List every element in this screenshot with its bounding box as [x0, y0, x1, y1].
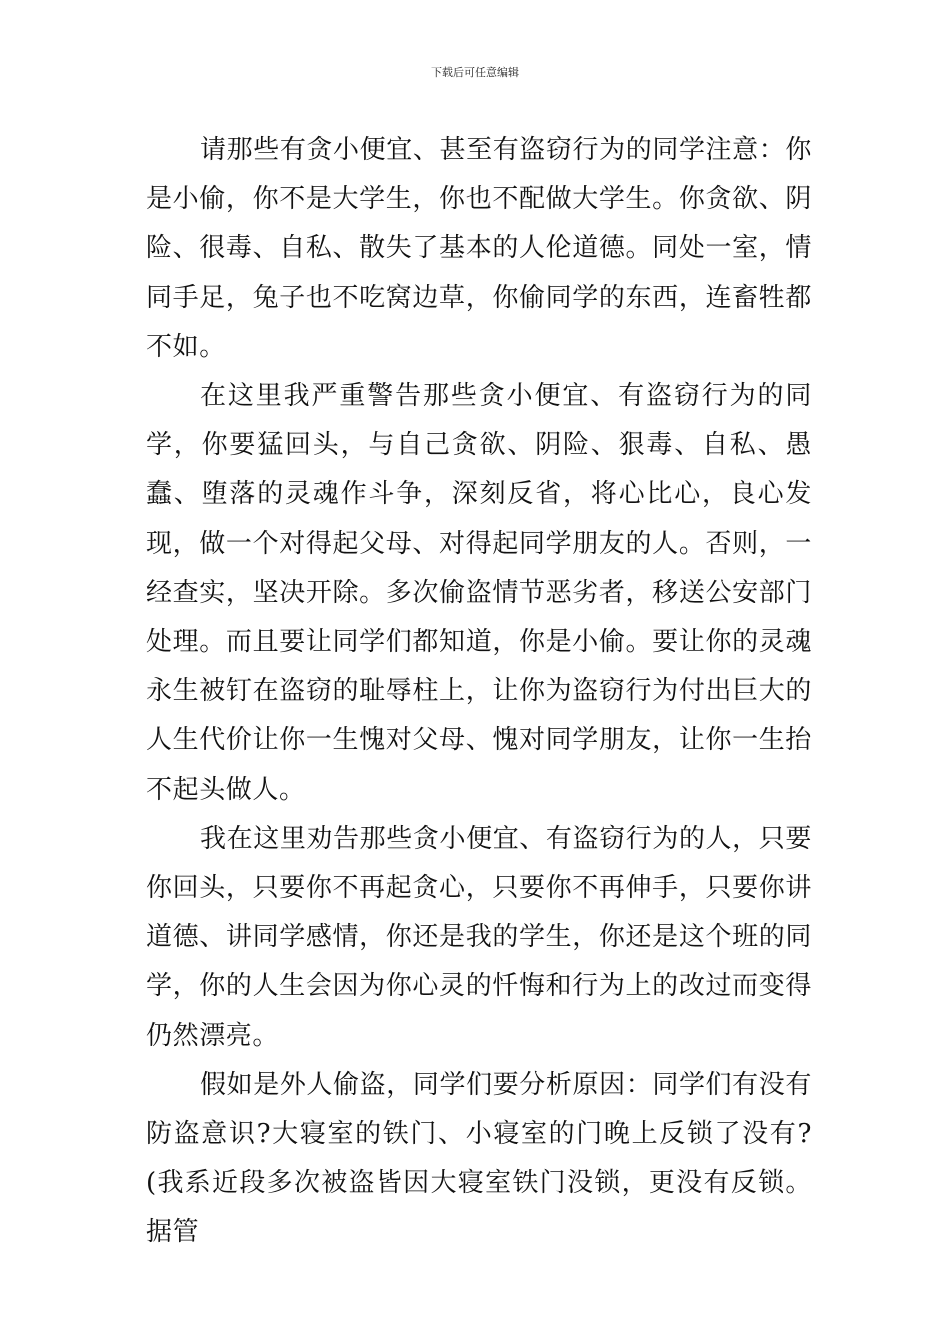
paragraph-2: 在这里我严重警告那些贪小便宜、有盗窃行为的同学，你要猛回头，与自己贪欲、阴险、狠毒、自私、愚蠢、堕落的灵魂作斗争，深刻反省，将心比心，良心发现，做一个对得起父母、对得起同学朋友的人。否则，一经查实，坚决开除。多次偷盗情节恶劣者，移送公安部门处理。而且要让同学们都知道，你是小偷。要让你的灵魂永生被钉在盗窃的耻辱柱上，让你为盗窃行为付出巨大的人生代价让你一生愧对父母、愧对同学朋友，让你一生抬不起头做人。: [146, 381, 812, 805]
document-body: [146, 126, 812, 1258]
paragraph-3: 我在这里劝告那些贪小便宜、有盗窃行为的人，只要你回头，只要你不再起贪心，只要你不再伸手，只要你讲道德、讲同学感情，你还是我的学生，你还是这个班的同学，你的人生会因为你心灵的忏悔和行为上的改过而变得仍然漂亮。: [146, 823, 812, 1051]
page-header: 下载后可任意编辑: [431, 66, 519, 79]
paragraph-1: 请那些有贪小便宜、甚至有盗窃行为的同学注意：你是小偷，你不是大学生，你也不配做大学生。你贪欲、阴险、很毒、自私、散失了基本的人伦道德。同处一室，情同手足，兔子也不吃窝边草，你偷同学的东西，连畜牲都不如。: [146, 135, 812, 362]
paragraph-4: 假如是外人偷盗，同学们要分析原因：同学们有没有防盗意识?大寝室的铁门、小寝室的门晚上反锁了没有?(我系近段多次被盗皆因大寝室铁门没锁，更没有反锁。据管: [146, 1069, 812, 1248]
